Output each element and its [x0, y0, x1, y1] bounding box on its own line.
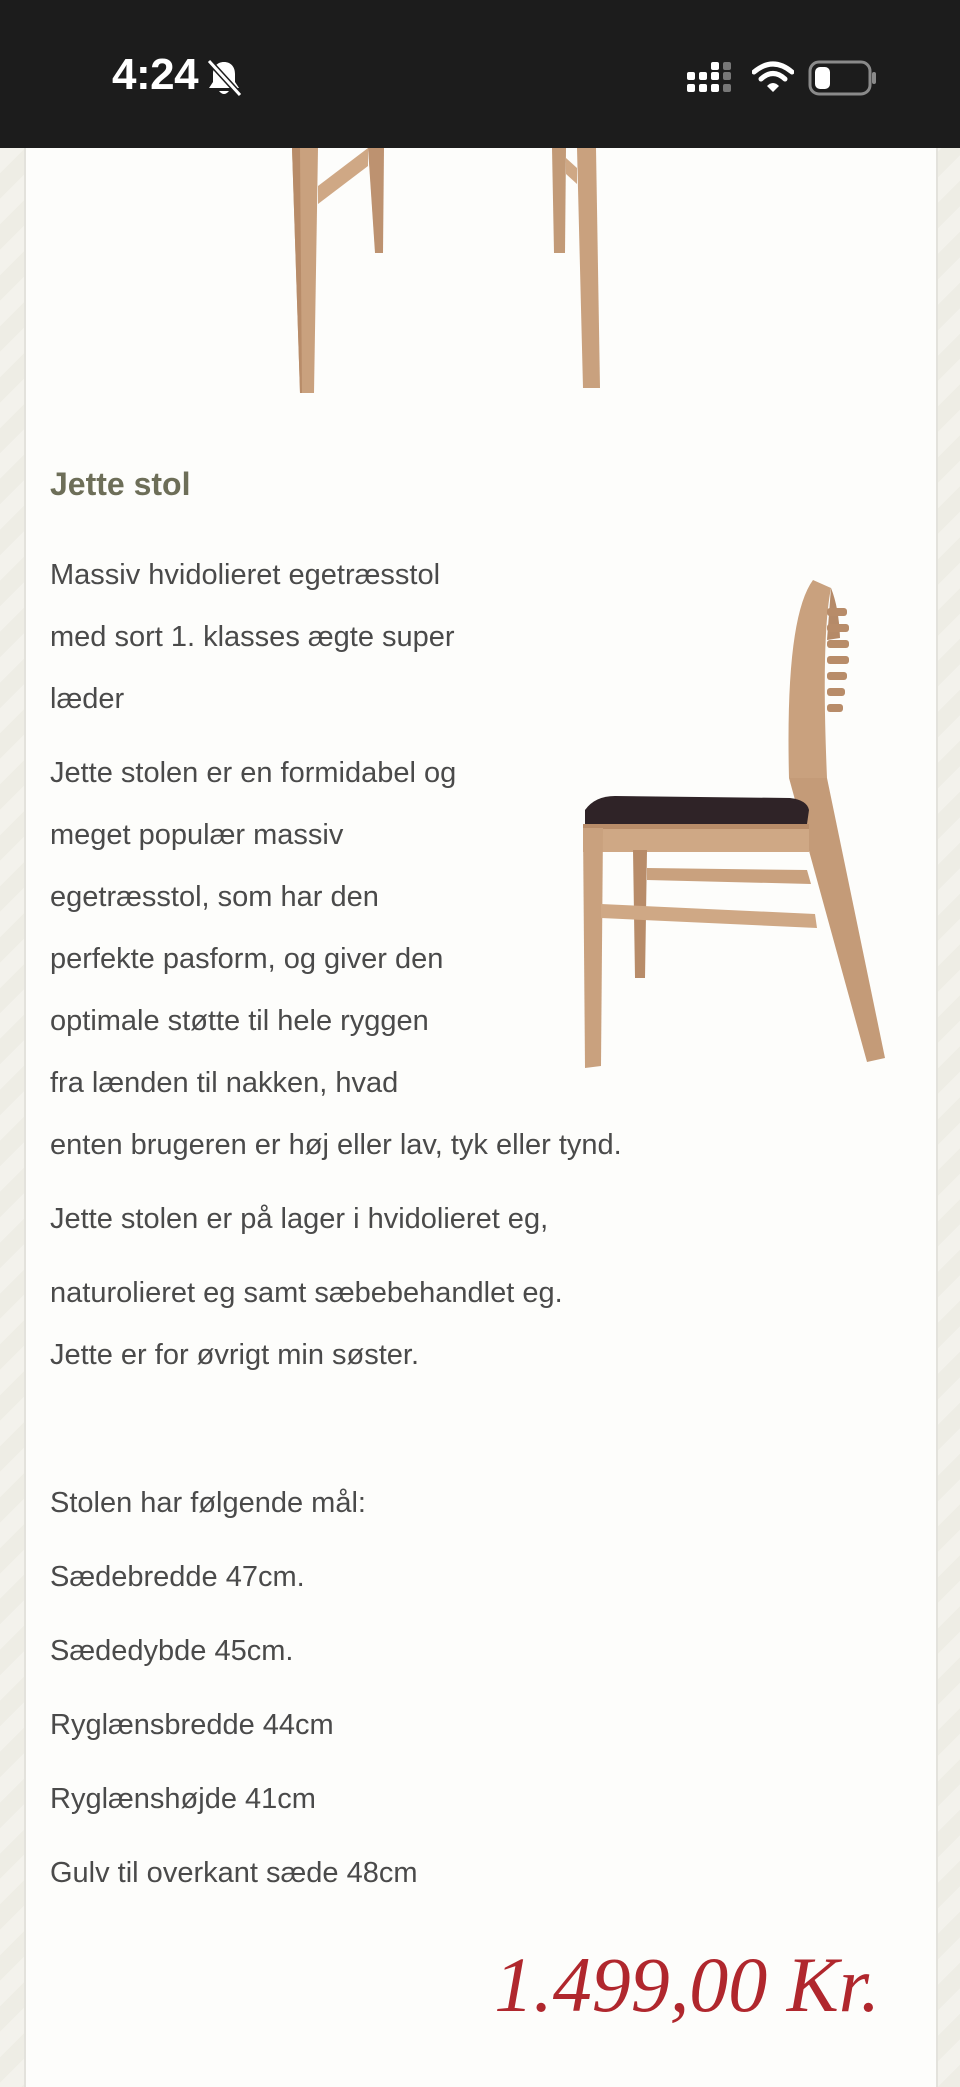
- measure-item: Ryglænshøjde 41cm: [50, 1783, 316, 1815]
- measures-heading: Stolen har følgende mål:: [50, 1487, 366, 1519]
- bell-slash-icon: [206, 58, 242, 98]
- measure-item: Gulv til overkant sæde 48cm: [50, 1857, 418, 1889]
- measure-item: Ryglænsbredde 44cm: [50, 1709, 334, 1741]
- measure-item: Sædebredde 47cm.: [50, 1561, 305, 1593]
- stock-info-line: Jette stolen er på lager i hvidolieret eg,: [50, 1203, 549, 1235]
- battery-icon: [808, 58, 878, 98]
- product-title: Jette stol: [50, 466, 191, 502]
- status-bar: [0, 0, 960, 148]
- description-line: fra lænden til nakken, hvad: [50, 1067, 399, 1099]
- measure-item: Sædedybde 45cm.: [50, 1635, 294, 1667]
- product-subtitle-line: med sort 1. klasses ægte super: [50, 621, 455, 653]
- chair-legs-image: [270, 148, 620, 398]
- description-line: Jette stolen er en formidabel og: [50, 757, 457, 789]
- status-time: 4:24: [112, 50, 199, 99]
- description-line: perfekte pasform, og giver den: [50, 943, 444, 975]
- product-subtitle-line: læder: [50, 683, 125, 715]
- description-line: optimale støtte til hele ryggen: [50, 1005, 429, 1037]
- description-line: enten brugeren er høj eller lav, tyk eller tynd.: [50, 1129, 622, 1161]
- cellular-signal-icon: [687, 62, 735, 96]
- note-text: Jette er for øvrigt min søster.: [50, 1339, 420, 1371]
- wifi-icon: [752, 60, 794, 94]
- description-line: egetræsstol, som har den: [50, 881, 379, 913]
- stock-info-line: naturolieret eg samt sæbebehandlet eg.: [50, 1277, 563, 1309]
- product-price: 1.499,00 Kr.: [494, 1941, 880, 2028]
- chair-side-image: [575, 578, 895, 1072]
- product-subtitle-line: Massiv hvidolieret egetræsstol: [50, 559, 441, 591]
- description-line: meget populær massiv: [50, 819, 344, 851]
